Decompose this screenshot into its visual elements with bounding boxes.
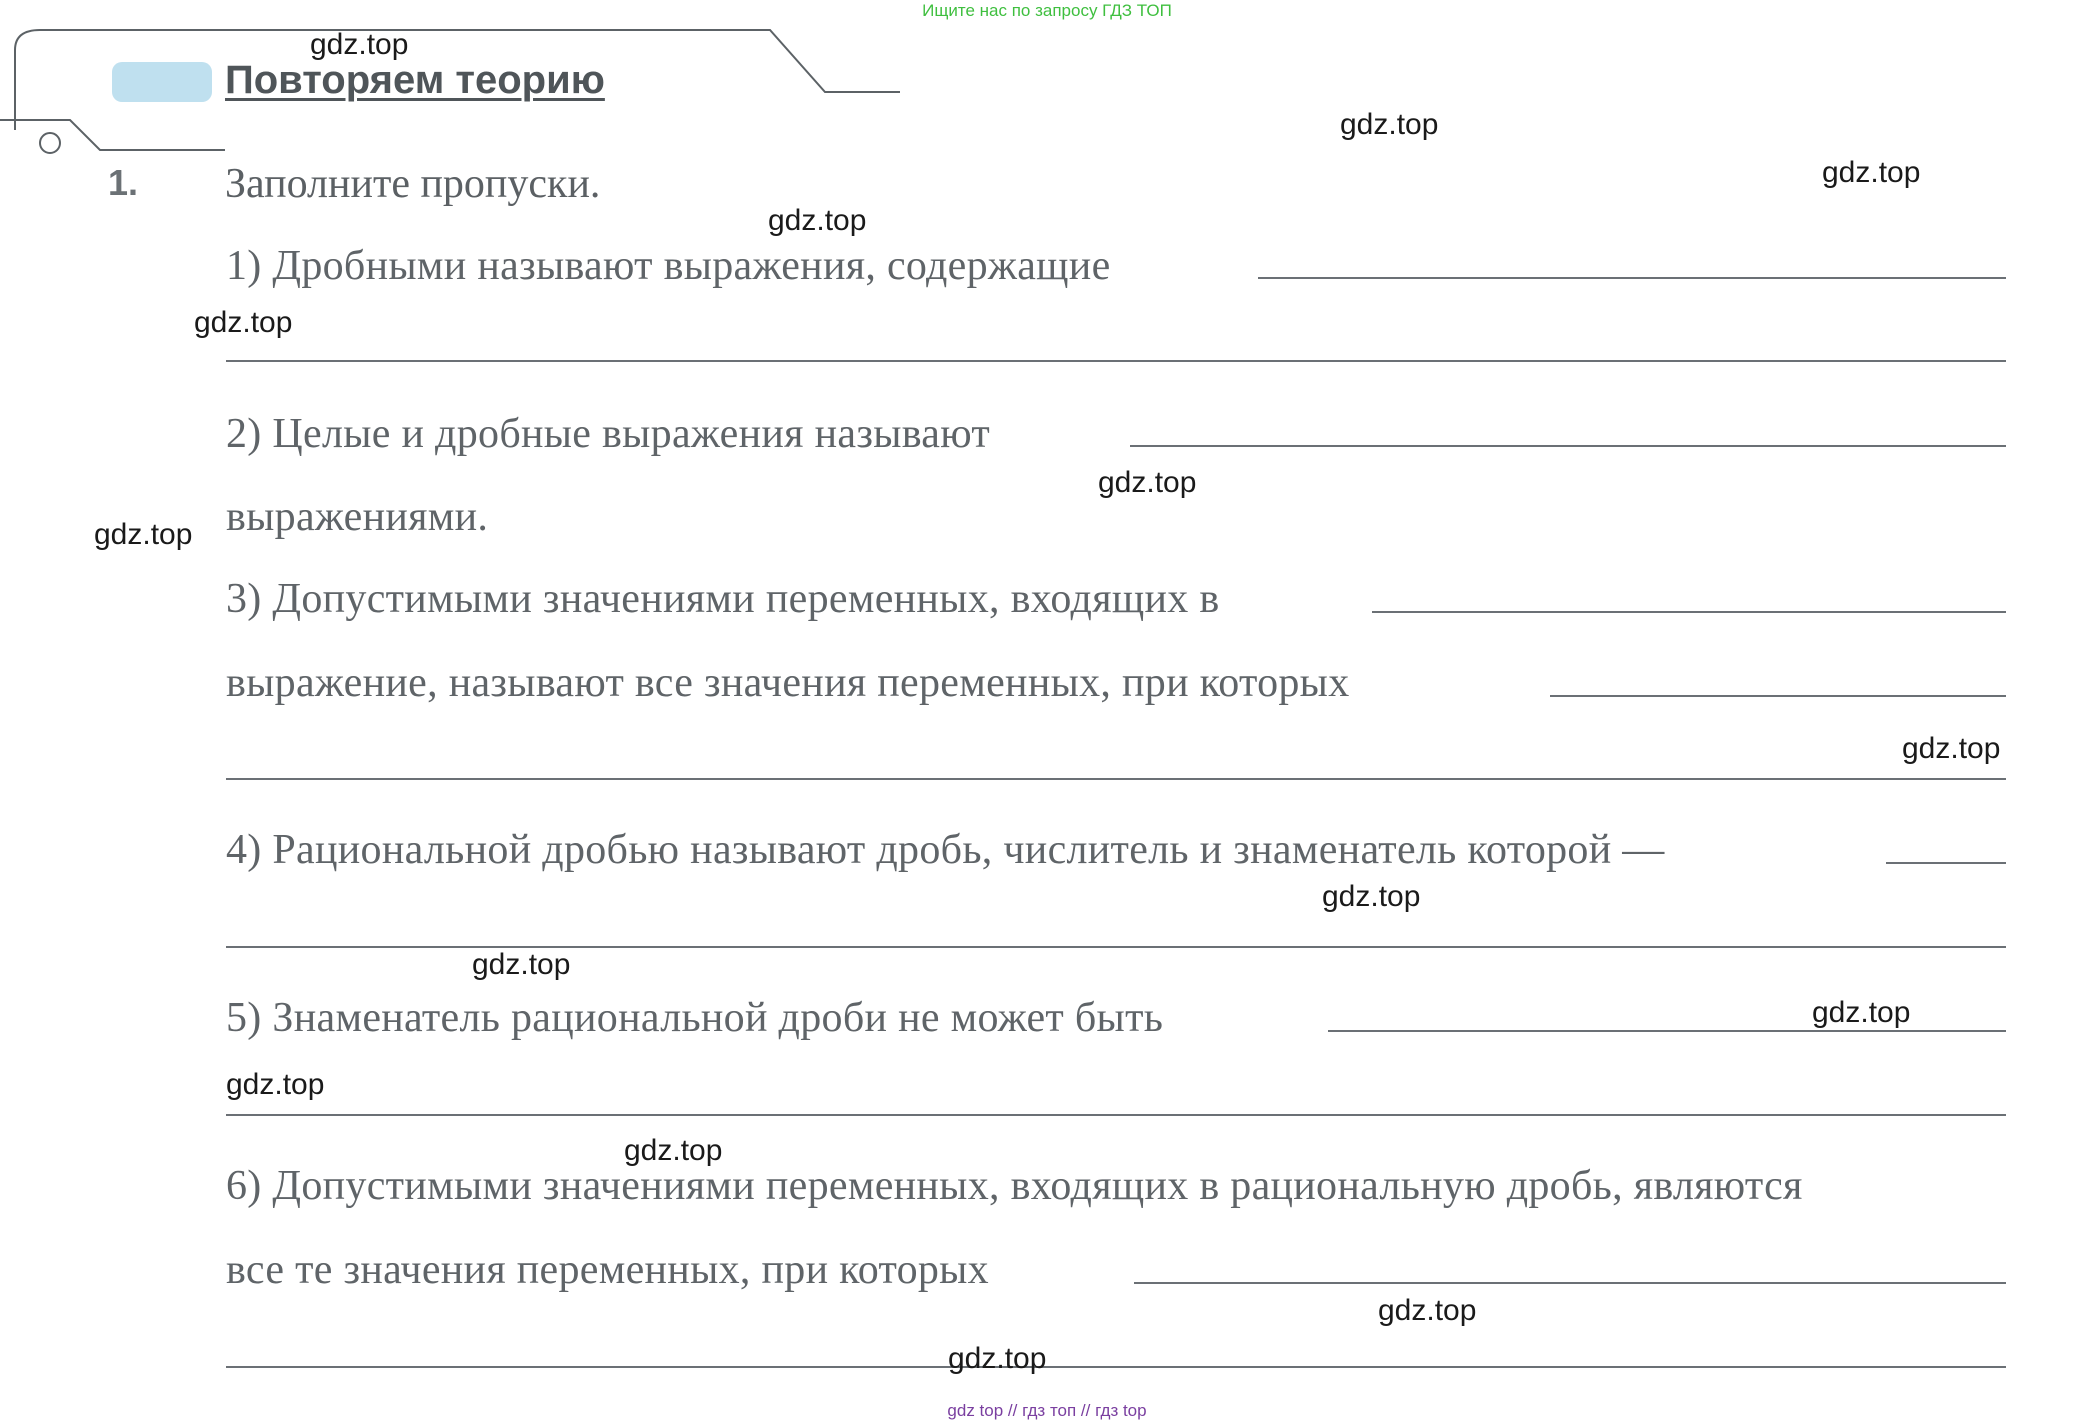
watermark: gdz.top [1340, 108, 1439, 141]
watermark: gdz.top [768, 204, 867, 237]
task-instruction: Заполните пропуски. [225, 161, 601, 207]
watermark: gdz.top [472, 948, 571, 981]
item-6-blank-2[interactable] [226, 1366, 2006, 1368]
item-1-text: 1) Дробными называют выражения, содержащие [226, 243, 1111, 289]
watermark: gdz.top [1822, 156, 1921, 189]
item-5-text: 5) Знаменатель рациональной дроби не может быть [226, 995, 1164, 1041]
watermark: gdz.top [1322, 880, 1421, 913]
watermark: gdz.top [94, 518, 193, 551]
item-6-text: 6) Допустимыми значениями переменных, входящих в рациональную дробь, являются [226, 1163, 1803, 1209]
section-accent-pill [112, 62, 212, 102]
watermark: gdz.top [310, 28, 409, 61]
header-note: Ищите нас по запросу ГДЗ ТОП [922, 1, 1172, 20]
watermark: gdz.top [948, 1342, 1047, 1375]
task-number: 1. [108, 162, 139, 203]
item-3-continuation: выражение, называют все значения переменных, при которых [226, 660, 1350, 706]
watermark: gdz.top [194, 306, 293, 339]
item-2-text: 2) Целые и дробные выражения называют [226, 411, 991, 457]
item-4-text: 4) Рациональной дробью называют дробь, числитель и знаменатель которой — [226, 827, 1665, 873]
item-5-blank-2[interactable] [226, 1114, 2006, 1116]
section-title: Повторяем теорию [225, 58, 605, 102]
item-1-blank[interactable] [1258, 277, 2006, 279]
item-6-continuation: все те значения переменных, при которых [226, 1247, 989, 1293]
item-3-blank-3[interactable] [226, 778, 2006, 780]
item-2-continuation: выражениями. [226, 494, 489, 540]
watermark: gdz.top [1902, 732, 2001, 765]
watermark: gdz.top [1812, 996, 1911, 1029]
item-5-blank[interactable] [1328, 1030, 2006, 1032]
item-4-blank[interactable] [1886, 862, 2006, 864]
watermark: gdz.top [1098, 466, 1197, 499]
item-3-blank[interactable] [1372, 611, 2006, 613]
item-6-blank[interactable] [1134, 1282, 2006, 1284]
item-3-text: 3) Допустимыми значениями переменных, входящих в [226, 576, 1220, 622]
watermark: gdz.top [624, 1134, 723, 1167]
item-3-blank-2[interactable] [1550, 695, 2006, 697]
watermark: gdz.top [1378, 1294, 1477, 1327]
item-1-blank-2[interactable] [226, 360, 2006, 362]
footer-note: gdz top // гдз топ // гдз top [947, 1401, 1147, 1420]
watermark: gdz.top [226, 1068, 325, 1101]
item-2-blank[interactable] [1130, 445, 2006, 447]
